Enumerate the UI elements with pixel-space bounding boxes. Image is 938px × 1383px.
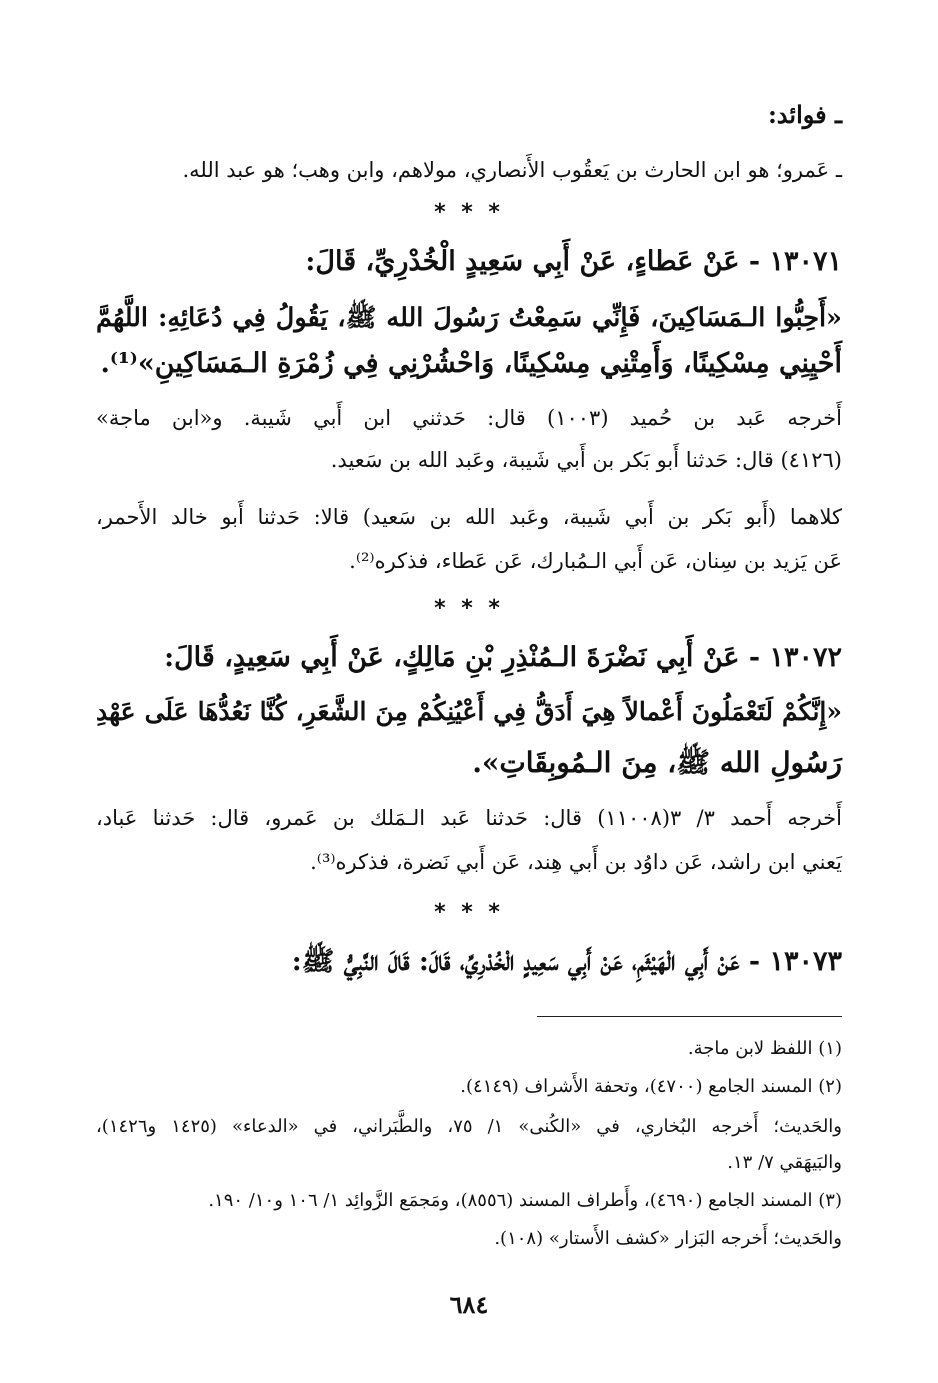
section-separator: * * *: [434, 596, 504, 621]
footnote-3-line-2: والحَديث؛ أَخرجه البَزار «كشف الأَستار» (١٠٨).: [494, 1228, 842, 1249]
hadith-13071-takhrij-line-1: أَخرجه عَبد بن حُميد (١٠٠٣) قال: حَدثني ابن أَبي شَيبة. و«ابن ماجة»: [96, 406, 842, 430]
hadith-13071-takhrij-line-4: عَن يَزيد بن سِنان، عَن أَبي الـمُبارك، عَن عَطاء، فذكره⁽²⁾.: [349, 549, 842, 573]
footnote-2-line-3: والبَيهَقي ٧/ ١٣.: [727, 1152, 842, 1173]
hadith-13072-text-line-2: رَسُولِ الله ﷺ، مِنَ الـمُوبِقَاتِ».: [472, 746, 842, 779]
section-separator: * * *: [434, 900, 504, 925]
footnote-2-line-1: (٢) المسند الجامع (٤٧٠٠)، وتحفة الأَشراف (٤١٤٩).: [460, 1076, 842, 1097]
hadith-13071-heading: ١٣٠٧١ - عَنْ عَطاءٍ، عَنْ أَبِي سَعِيدٍ الْخُدْرِيِّ، قَالَ:: [305, 246, 842, 277]
hadith-13071-takhrij-line-3: كلاهما (أَبو بَكر بن أَبي شَيبة، وعَبد الله بن سَعيد) قالا: حَدثنا أَبو خالد الأَحمر،: [96, 505, 842, 529]
footnote-2-line-2: والحَديث؛ أَخرجه البُخاري، في «الكُنى» ١/ ٧٥، والطَّبَراني، في «الدعاء» (١٤٢٥ و١٤٢٦)،: [96, 1116, 842, 1137]
hadith-13071-text-line-2: أَحْيِنِي مِسْكِينًا، وَأَمِتْنِي مِسْكِينًا، وَاحْشُرْنِي فِي زُمْرَةِ الـمَسَاكِينِ»⁽¹⁾.: [100, 348, 842, 379]
hadith-13072-takhrij-line-2: يَعني ابن راشد، عَن داوُد بن أَبي هِند، عَن أَبي نَضرة، فذكره⁽³⁾.: [310, 850, 842, 874]
hadith-13072-heading: ١٣٠٧٢ - عَنْ أَبِي نَضْرَةَ الـمُنْذِرِ بْنِ مَالِكٍ، عَنْ أَبِي سَعِيدٍ، قَالَ:: [164, 642, 842, 673]
page-number: ٦٨٤: [449, 1290, 489, 1319]
benefits-note: ـ عَمرو؛ هو ابن الحارث بن يَعقُوب الأَنصاري، مولاهم، وابن وهب؛ هو عبد الله.: [182, 158, 842, 182]
footnote-3-line-1: (٣) المسند الجامع (٤٦٩٠)، وأَطراف المسند (٨٥٥٦)، ومَجمَع الزَّوائِد ١/ ١٠٦ و١٠/ ١٩٠.: [208, 1190, 842, 1211]
hadith-13071-takhrij-line-2: (٤١٢٦) قال: حَدثنا أَبو بَكر بن أَبي شَيبة، وعَبد الله بن سَعيد.: [330, 448, 842, 472]
hadith-13073-heading: ١٣٠٧٣ - عَنْ أَبِي الْهَيْثَمِ، عَنْ أَبِي سَعِيدٍ الْخُدْرِيِّ، قَالَ: قَالَ النَّبِيُّ ﷺ:: [291, 946, 842, 977]
benefits-heading: ـ فوائد:: [767, 100, 842, 129]
hadith-13071-text-line-1: «أَحِبُّوا الـمَسَاكِينَ، فَإِنِّي سَمِعْتُ رَسُولَ الله ﷺ، يَقُولُ فِي دُعَائِهِ: اللَّهُمَّ: [96, 303, 842, 333]
hadith-13072-text-line-1: «إِنَّكُمْ لَتَعْمَلُونَ أَعْمالاً هِيَ أَدَقُّ فِي أَعْيُنِكُمْ مِنَ الشَّعَرِ، كُنَّا نَعُدُّهَا عَلَى عَهْدِ: [96, 697, 842, 726]
footnote-separator-rule: [537, 1016, 842, 1017]
footnote-1: (١) اللفظ لابن ماجة.: [687, 1038, 842, 1059]
hadith-13072-takhrij-line-1: أَخرجه أَحمد ٣/ ٣(١١٠٠٨) قال: حَدثنا عَبد الـمَلك بن عَمرو، قال: حَدثنا عَباد،: [96, 806, 842, 830]
section-separator: * * *: [434, 200, 504, 225]
